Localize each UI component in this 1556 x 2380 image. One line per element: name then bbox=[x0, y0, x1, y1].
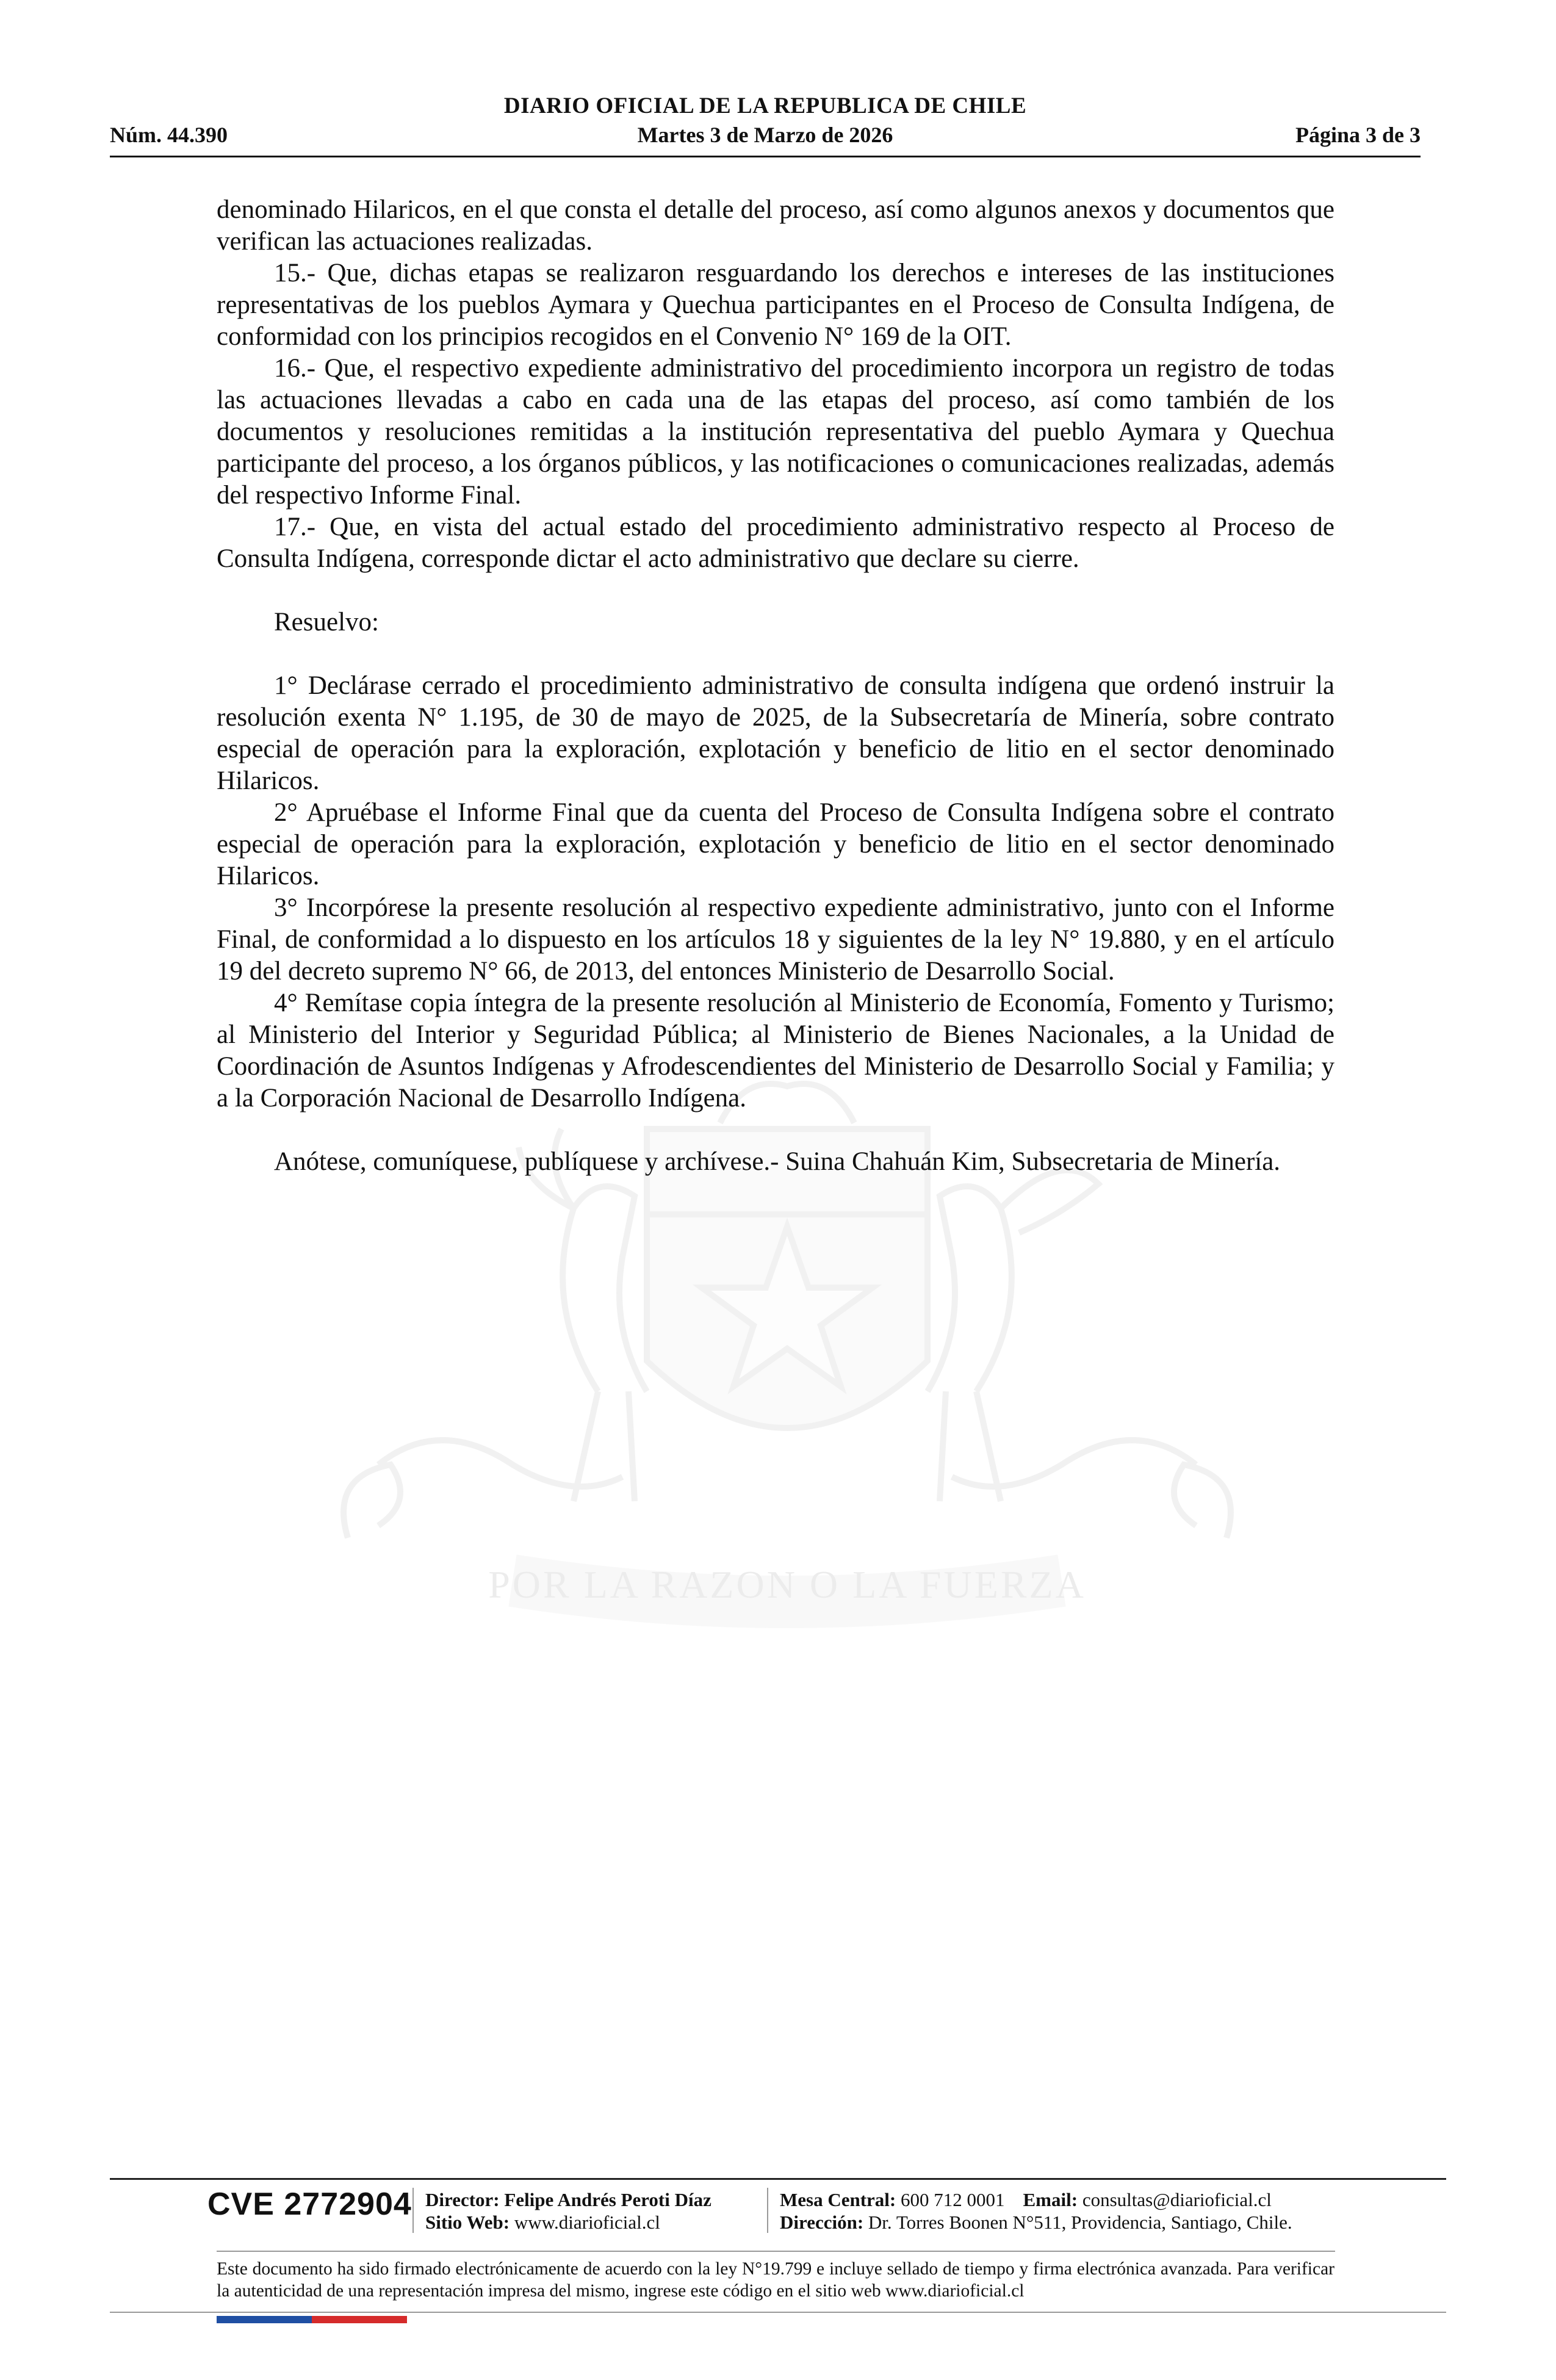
legal-notice bbox=[217, 2258, 1334, 2302]
website-label: Sitio Web: bbox=[425, 2212, 510, 2233]
closing-signature: Anótese, comuníquese, publíquese y archívese.- Suina Chahuán Kim, Subsecretaria de Minería. bbox=[274, 1147, 1281, 1176]
footer-divider-bottom bbox=[110, 2312, 1446, 2313]
resolution-1: 1° Declárase cerrado el procedimiento administrativo de consulta indígena que ordenó instruir la resolución exenta N° 1.195, de 30 de mayo de 2025, de la Subsecretaría de Minería, sobre contrato especial de operación para la exploración, explotación y beneficio de litio en el sector denominado Hilaricos. bbox=[217, 671, 1334, 795]
email-link[interactable]: consultas@diarioficial.cl bbox=[1082, 2189, 1272, 2210]
footer-divider-top bbox=[110, 2178, 1446, 2180]
flag-stripe-red bbox=[312, 2316, 407, 2323]
footer-separator bbox=[767, 2188, 768, 2233]
page-number: Página 3 de 3 bbox=[1295, 123, 1421, 147]
watermark-motto: POR LA RAZON O LA FUERZA bbox=[488, 1563, 1086, 1606]
publication-date: Martes 3 de Marzo de 2026 bbox=[637, 123, 893, 147]
paragraph-17: 17.- Que, en vista del actual estado del procedimiento administrativo respecto al Proceso de Consulta Indígena, corresponde dictar el acto administrativo que declare su cierre. bbox=[217, 513, 1334, 573]
director-label: Director: bbox=[425, 2189, 500, 2210]
resolution-4: 4° Remítase copia íntegra de la presente resolución al Ministerio de Economía, Fomento y Turismo; al Ministerio del Interior y Seguridad Pública; al Ministerio de Bienes Nacionales, a la Unidad de Coordinación de Asuntos Indígenas y Afrodescendientes del Ministerio de Desarrollo Social y Familia; y a la Corporación Nacional de Desarrollo Indígena. bbox=[217, 989, 1334, 1112]
mesa-phone: 600 712 0001 bbox=[901, 2189, 1005, 2210]
flag-stripe bbox=[217, 2316, 407, 2323]
address-value: Dr. Torres Boonen N°511, Providencia, Santiago, Chile. bbox=[868, 2212, 1292, 2233]
resuelvo-heading: Resuelvo: bbox=[274, 608, 379, 636]
document-body bbox=[217, 194, 1334, 1178]
address-label: Dirección: bbox=[780, 2212, 864, 2233]
cve-code: CVE 2772904 bbox=[207, 2187, 412, 2222]
footer-divider-mid bbox=[217, 2251, 1335, 2252]
header-divider bbox=[110, 156, 1421, 157]
footer-separator bbox=[412, 2188, 414, 2233]
legal-text: Este documento ha sido firmado electrónicamente de acuerdo con la ley N°19.799 e incluye sellado de tiempo y firma electrónica avanzada. Para verificar la autenticidad de una representación impresa del mismo, ingrese este código en el sitio web www.diarioficial.cl bbox=[217, 2259, 1334, 2301]
website-link[interactable]: www.diarioficial.cl bbox=[514, 2212, 660, 2233]
resolution-3: 3° Incorpórese la presente resolución al respectivo expediente administrativo, junto con el Informe Final, de conformidad a lo dispuesto en los artículos 18 y siguientes de la ley N° 19.880, y en el artículo 19 del decreto supremo N° 66, de 2013, del entonces Ministerio de Desarrollo Social. bbox=[217, 893, 1334, 986]
footer-contact-block bbox=[780, 2188, 1292, 2234]
paragraph-15: 15.- Que, dichas etapas se realizaron resguardando los derechos e intereses de las instituciones representativas de los pueblos Aymara y Quechua participantes en el Proceso de Consulta Indígena, de conformidad con los principios recogidos en el Convenio N° 169 de la OIT. bbox=[217, 259, 1334, 351]
footer-director-block bbox=[425, 2188, 711, 2234]
resolution-2: 2° Apruébase el Informe Final que da cuenta del Proceso de Consulta Indígena sobre el contrato especial de operación para la exploración, explotación y beneficio de litio en el sector denominado Hilaricos. bbox=[217, 798, 1334, 890]
paragraph-intro: denominado Hilaricos, en el que consta el detalle del proceso, así como algunos anexos y documentos que verifican las actuaciones realizadas. bbox=[217, 195, 1334, 256]
director-name: Felipe Andrés Peroti Díaz bbox=[504, 2189, 711, 2210]
paragraph-16: 16.- Que, el respectivo expediente administrativo del procedimiento incorpora un registro de todas las actuaciones llevadas a cabo en cada una de las etapas del proceso, así como también de los documentos y resoluciones remitidas a la institución representativa del pueblo Aymara y Quechua participante del proceso, a los órganos públicos, y las notificaciones o comunicaciones realizadas, además del respectivo Informe Final. bbox=[217, 354, 1334, 510]
publication-title: DIARIO OFICIAL DE LA REPUBLICA DE CHILE bbox=[503, 93, 1027, 118]
issue-number: Núm. 44.390 bbox=[110, 123, 228, 147]
mesa-label: Mesa Central: bbox=[780, 2189, 896, 2210]
flag-stripe-blue bbox=[217, 2316, 312, 2323]
page-header bbox=[110, 93, 1421, 160]
email-label: Email: bbox=[1023, 2189, 1078, 2210]
